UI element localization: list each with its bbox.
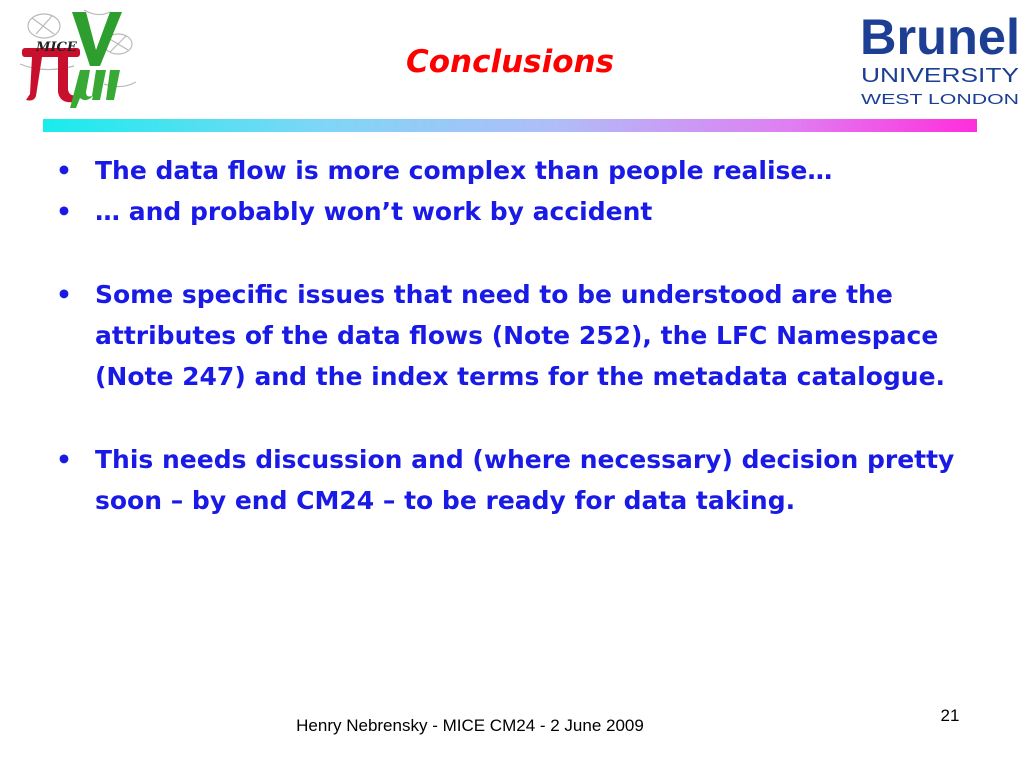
- svg-text:MICE: MICE: [36, 40, 77, 55]
- page-number: 21: [940, 706, 960, 725]
- bullet-item: [48, 150, 988, 191]
- bullet-item: [48, 274, 988, 397]
- spacer: [48, 397, 988, 439]
- bullet-text: This needs discussion and (where necessary) decision pretty soon – by end CM24 – to be ready for data taking.: [95, 445, 955, 515]
- bullet-icon: •: [56, 197, 72, 226]
- svg-text:UNIVERSITY: UNIVERSITY: [861, 65, 1019, 87]
- bullet-icon: •: [56, 156, 72, 185]
- spacer: [48, 232, 988, 274]
- bullet-icon: •: [56, 445, 72, 474]
- bullet-text: Some specific issues that need to be understood are the attributes of the data flows (Note 252), the LFC Namespace (Note 247) and the index terms for the metadata catalogue.: [95, 280, 946, 391]
- svg-text:Brunel: Brunel: [860, 9, 1020, 65]
- mice-logo: [14, 4, 142, 108]
- bullet-item: [48, 191, 988, 232]
- slide-title: Conclusions: [405, 44, 615, 80]
- bullet-text: … and probably won’t work by accident: [95, 197, 653, 226]
- slide-footer: Henry Nebrensky - MICE CM24 - 2 June 2009: [296, 716, 644, 735]
- bullet-item: [48, 439, 988, 521]
- bullet-icon: •: [56, 280, 72, 309]
- title-divider: [43, 119, 977, 132]
- bullet-text: The data flow is more complex than people realise…: [95, 156, 833, 185]
- svg-text:WEST LONDON: WEST LONDON: [861, 91, 1019, 108]
- brunel-university-logo: [858, 8, 1024, 108]
- bullet-list: [48, 150, 988, 521]
